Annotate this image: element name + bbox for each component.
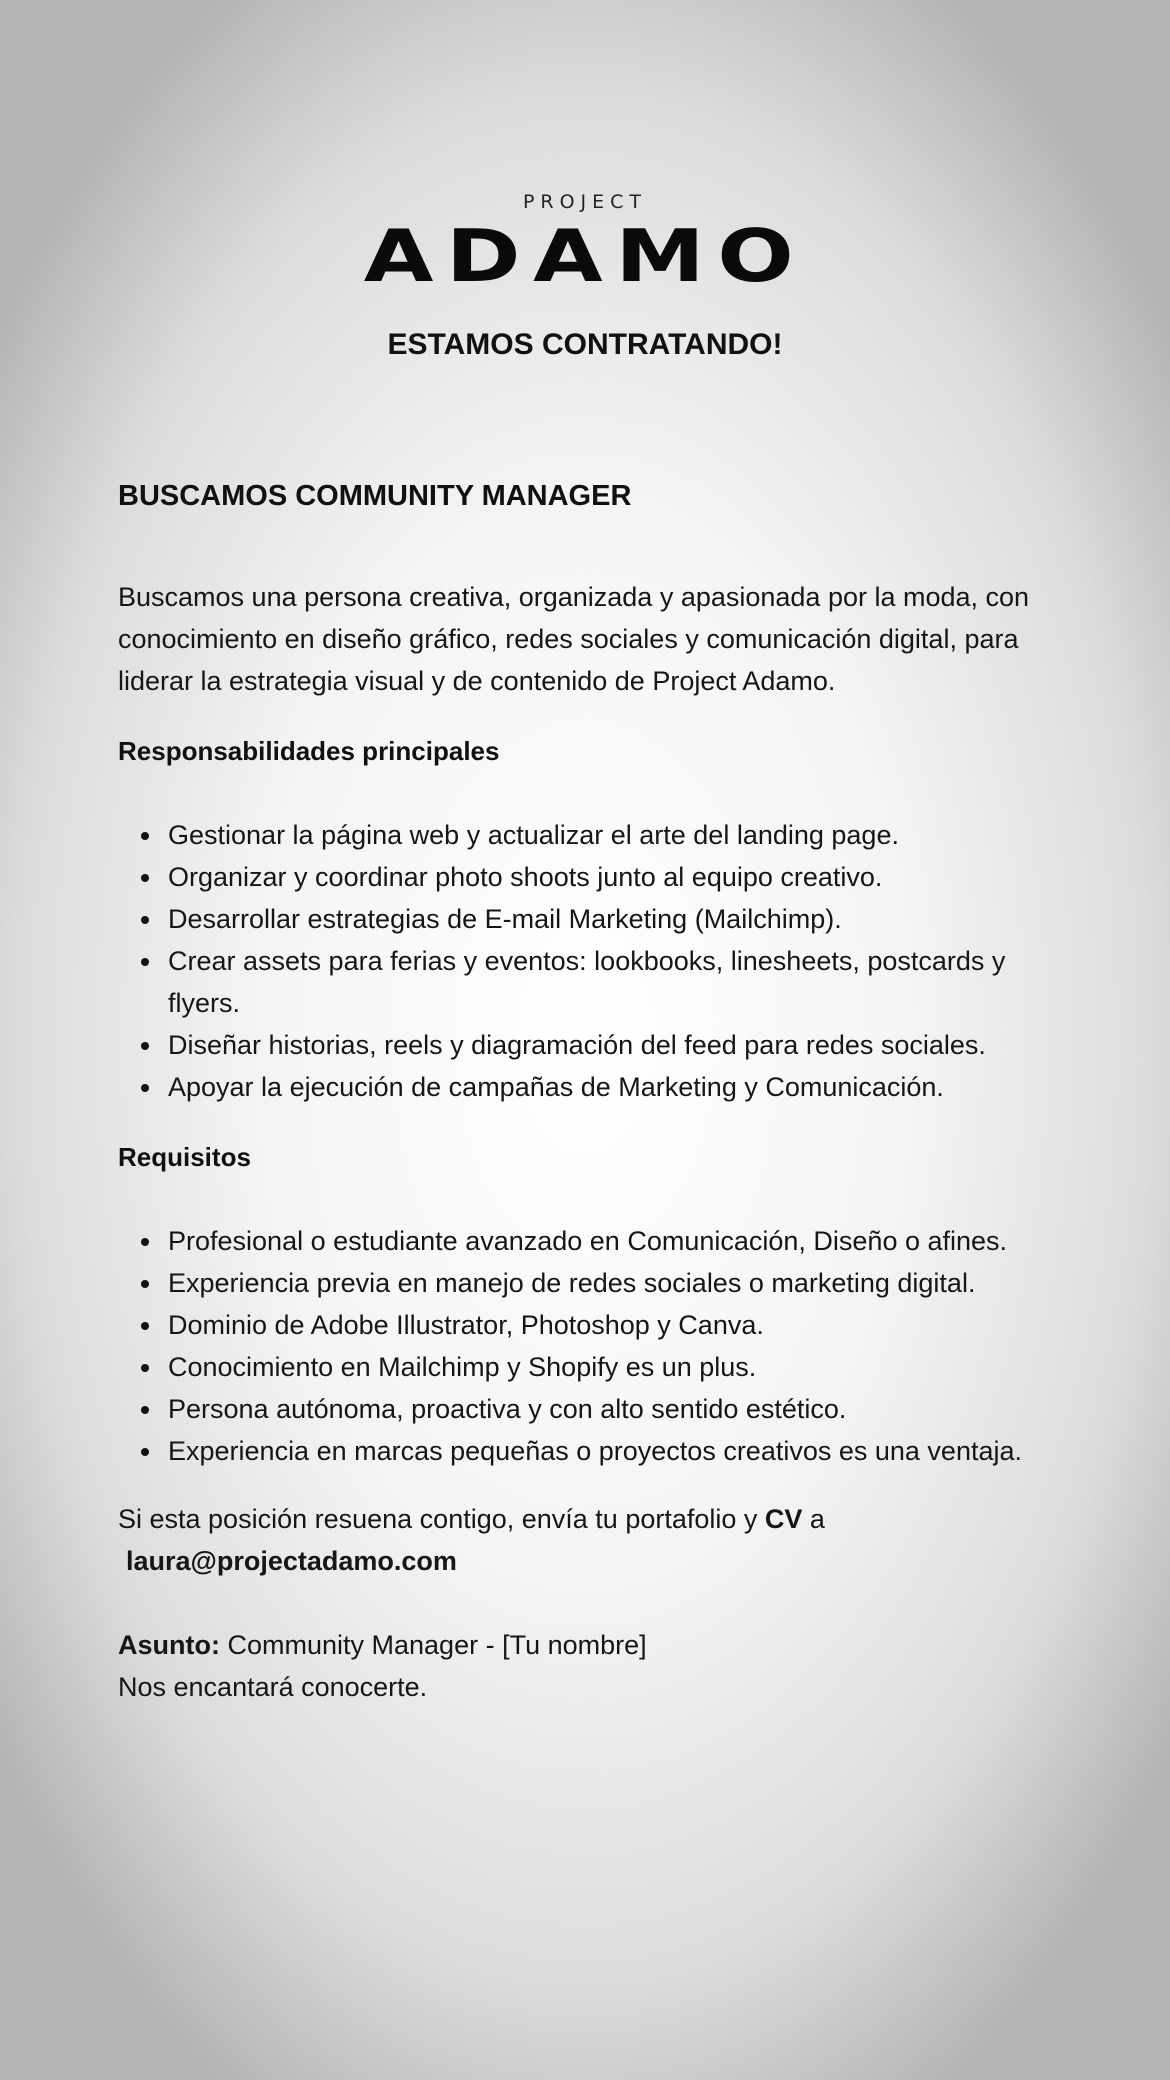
brand-logo: ADAMO <box>363 214 807 298</box>
closing-text: Nos encantará conocerte. <box>118 1672 428 1702</box>
brand-small: PROJECT <box>522 191 648 213</box>
contact-email[interactable]: laura@projectadamo.com <box>126 1546 457 1576</box>
list-item: Apoyar la ejecución de campañas de Marketing y Comunicación. <box>168 1066 1078 1108</box>
hiring-headline: ESTAMOS CONTRATANDO! <box>387 328 783 361</box>
list-item: Desarrollar estrategias de E-mail Marketing (Mailchimp). <box>168 898 1078 940</box>
job-posting <box>118 476 1078 1708</box>
list-item: Crear assets para ferias y eventos: lookbooks, linesheets, postcards y flyers. <box>168 940 1078 1024</box>
list-item: Gestionar la página web y actualizar el arte del landing page. <box>168 814 1078 856</box>
subject-value: Community Manager - [Tu nombre] <box>219 1630 647 1660</box>
list-item: Experiencia en marcas pequeñas o proyectos creativos es una ventaja. <box>168 1430 1078 1472</box>
requirements-heading: Requisitos <box>118 1142 251 1172</box>
subject-line <box>118 1624 1078 1666</box>
list-item: Experiencia previa en manejo de redes sociales o marketing digital. <box>168 1262 1078 1304</box>
cv-label: CV <box>764 1504 803 1534</box>
requirements-list <box>118 1220 1078 1472</box>
contact-text-after: a <box>802 1504 825 1534</box>
list-item: Organizar y coordinar photo shoots junto al equipo creativo. <box>168 856 1078 898</box>
responsibilities-list <box>118 814 1078 1108</box>
list-item: Dominio de Adobe Illustrator, Photoshop y Canva. <box>168 1304 1078 1346</box>
list-item: Diseñar historias, reels y diagramación del feed para redes sociales. <box>168 1024 1078 1066</box>
job-title: BUSCAMOS COMMUNITY MANAGER <box>118 480 632 512</box>
contact-paragraph <box>118 1498 1078 1582</box>
responsibilities-heading: Responsabilidades principales <box>118 736 500 766</box>
list-item: Profesional o estudiante avanzado en Comunicación, Diseño o afines. <box>168 1220 1078 1262</box>
contact-text: Si esta posición resuena contigo, envía tu portafolio y <box>118 1504 765 1534</box>
list-item: Conocimiento en Mailchimp y Shopify es un plus. <box>168 1346 1078 1388</box>
list-item: Persona autónoma, proactiva y con alto sentido estético. <box>168 1388 1078 1430</box>
subject-label: Asunto: <box>118 1630 220 1660</box>
job-intro: Buscamos una persona creativa, organizada y apasionada por la moda, con conocimiento en diseño gráfico, redes sociales y comunicación digital, para liderar la estrategia visual y de contenido de Project Adamo. <box>118 582 1030 696</box>
